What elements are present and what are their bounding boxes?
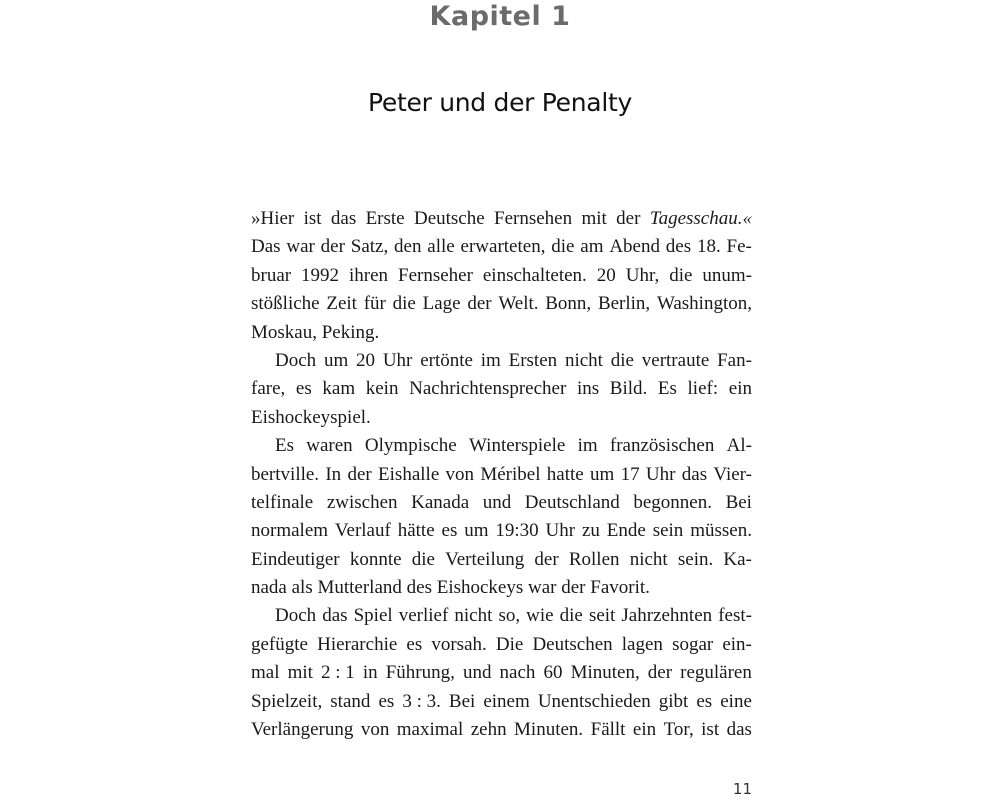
word: Minuten. (514, 719, 584, 741)
word: Welt. (498, 293, 539, 315)
word: Al- (726, 435, 752, 457)
word: vertraute (641, 349, 710, 371)
word: Uhr (545, 520, 576, 542)
word: Die (495, 633, 524, 655)
word: nicht (564, 349, 603, 371)
word: um (323, 349, 349, 371)
word: ins (576, 378, 600, 400)
word: nicht (454, 605, 493, 627)
word: das (726, 719, 752, 741)
word: ihren (349, 264, 389, 286)
word: den (394, 236, 422, 258)
word: der (467, 293, 492, 315)
word: stand (330, 690, 371, 712)
word: Doch (275, 349, 317, 371)
word: französischen (609, 435, 715, 457)
word: Bei (448, 690, 476, 712)
word: ein (632, 719, 657, 741)
word: die (669, 264, 693, 286)
word: wie (526, 605, 554, 627)
text-line (251, 517, 752, 545)
word: einem (483, 690, 530, 712)
text-line (251, 716, 752, 744)
word: 19:30 (495, 520, 539, 542)
word: Nachrichtensprecher (409, 378, 567, 400)
text-line (251, 489, 752, 517)
page-number: 11 (732, 780, 752, 798)
word: von (360, 719, 390, 741)
word: seit (588, 605, 616, 627)
word: 1992 (301, 264, 340, 286)
word: Unentschieden (537, 690, 651, 712)
word: und (462, 662, 492, 684)
word: fare, (251, 378, 286, 400)
word: Fernseher (398, 264, 473, 286)
word: die (610, 349, 634, 371)
word: Uhr (645, 463, 676, 485)
paragraph (251, 347, 752, 432)
word: in (362, 662, 378, 684)
word: von (445, 463, 475, 485)
word: sein. (677, 548, 714, 570)
word: »Hier (251, 208, 295, 229)
word: zu (581, 520, 600, 542)
word: Es (657, 378, 677, 400)
word: Washington, (656, 293, 752, 315)
word: einschalteten. (482, 264, 587, 286)
word: Fan- (717, 349, 752, 371)
word: sein (652, 520, 684, 542)
paragraph (251, 205, 752, 347)
word: 20 (356, 349, 376, 371)
word: stößliche (251, 293, 320, 315)
word: für (363, 293, 386, 315)
word: die (559, 605, 583, 627)
word: ist (303, 208, 322, 229)
word: Ende (606, 520, 646, 542)
word: mit (287, 662, 313, 684)
word: ein- (722, 633, 752, 655)
text-line (251, 233, 752, 261)
word: der (616, 208, 641, 229)
text-line (251, 461, 752, 489)
word: nada als Mutterland des Eishockeys war der Favorit. (251, 577, 650, 599)
word: es (696, 690, 713, 712)
word: hatte (546, 463, 584, 485)
text-line (251, 205, 752, 233)
word: Lage (422, 293, 461, 315)
word: kein (365, 378, 399, 400)
chapter-title: Peter und der Penalty (368, 88, 632, 117)
text-line (251, 319, 752, 347)
word: bruar (251, 264, 292, 286)
word: das (681, 463, 708, 485)
word: 18. (696, 236, 721, 258)
word: Deutsche (413, 208, 485, 229)
word: es (378, 690, 395, 712)
italic-title (650, 205, 752, 233)
word: Berlin, (597, 293, 651, 315)
word: Verteilung (445, 548, 525, 570)
word: die (411, 548, 435, 570)
word: waren (306, 435, 353, 457)
text-line (251, 432, 752, 460)
word: es (406, 633, 423, 655)
word: 3 : 3. (402, 690, 441, 712)
word: Ersten (508, 349, 558, 371)
word: am (580, 236, 604, 258)
word: hätte (397, 520, 435, 542)
word: Eishalle (378, 463, 440, 485)
word: begonnen. (633, 491, 712, 513)
word: Es (275, 435, 294, 457)
text-line (251, 347, 752, 375)
word: Spiel (353, 605, 393, 627)
word: fest- (718, 605, 752, 627)
word: nicht (629, 548, 668, 570)
word: Fällt (590, 719, 626, 741)
word: sogar (672, 633, 714, 655)
word: Erste (365, 208, 405, 229)
word: maximal (396, 719, 464, 741)
text-line (251, 262, 752, 290)
word: der (534, 548, 559, 570)
word: um (464, 520, 489, 542)
word: mit (581, 208, 607, 229)
word: war (286, 236, 315, 258)
text-line (251, 404, 752, 432)
word: Deutschen (532, 633, 613, 655)
word: Bonn, (545, 293, 592, 315)
chapter-label: Kapitel 1 (429, 1, 571, 32)
word: 60 (543, 662, 563, 684)
paragraph (251, 602, 752, 744)
word: Doch (275, 605, 317, 627)
word: gibt (658, 690, 689, 712)
word: das (322, 605, 348, 627)
word: zwischen (326, 491, 398, 513)
word: Eishockeyspiel. (251, 406, 371, 428)
word: ein (728, 378, 752, 400)
text-line (251, 631, 752, 659)
word: der (347, 463, 372, 485)
word: es (295, 378, 312, 400)
word: der (647, 662, 673, 684)
text-line (251, 546, 752, 574)
word: Ka- (723, 548, 752, 570)
word: Deutschland (524, 491, 620, 513)
word: regulären (680, 662, 752, 684)
word: bertville. (251, 463, 320, 485)
italic-word: Tagesschau.« (649, 208, 752, 229)
word: eine (720, 690, 752, 712)
word: Olympische (364, 435, 457, 457)
word: um (590, 463, 615, 485)
word: Zeit (326, 293, 357, 315)
text-line (251, 290, 752, 318)
word: zehn (470, 719, 507, 741)
word: vorsah. (431, 633, 487, 655)
word: Fe- (726, 236, 752, 258)
word: Vier- (713, 463, 752, 485)
word: konnte (349, 548, 402, 570)
word: Jahrzehnten (621, 605, 713, 627)
word: der (320, 236, 345, 258)
word: das (330, 208, 357, 229)
word: ist (701, 719, 720, 741)
word: müssen. (690, 520, 752, 542)
word: kam (322, 378, 356, 400)
word: Moskau, Peking. (251, 321, 380, 343)
word: Abend (609, 236, 660, 258)
text-line (251, 602, 752, 630)
word: Fernsehen (494, 208, 573, 229)
word: Tor, (663, 719, 694, 741)
word: des (665, 236, 692, 258)
word: erwarteten, (460, 236, 546, 258)
word: Führung, (385, 662, 455, 684)
word: Satz, (350, 236, 389, 258)
text-line (251, 659, 752, 687)
word: Minuten, (570, 662, 640, 684)
word: verlief (398, 605, 449, 627)
word: 2 : 1 (321, 662, 355, 684)
word: Kanada (411, 491, 470, 513)
word: 20 (596, 264, 616, 286)
word: Eindeutiger (251, 548, 340, 570)
word: die (392, 293, 416, 315)
text-line (251, 688, 752, 716)
word: Winterspiele (469, 435, 566, 457)
word: die (551, 236, 575, 258)
word: telfinale (251, 491, 314, 513)
word: mal (251, 662, 280, 684)
word: lief: (687, 378, 719, 400)
word: so, (498, 605, 521, 627)
word: alle (427, 236, 455, 258)
text-line (251, 375, 752, 403)
word: und (482, 491, 512, 513)
word: Méribel (480, 463, 541, 485)
word: Verlängerung (251, 719, 354, 741)
word: Hierarchie (317, 633, 398, 655)
word: Bild. (609, 378, 648, 400)
word: Uhr (382, 349, 413, 371)
paragraph (251, 432, 752, 602)
word: Uhr, (625, 264, 660, 286)
word: Bei (725, 491, 752, 513)
word: lagen (621, 633, 663, 655)
word: Spielzeit, (251, 690, 323, 712)
word: Verlauf (334, 520, 391, 542)
word: 17 (620, 463, 640, 485)
text-line (251, 574, 752, 602)
word: Das (251, 236, 281, 258)
word: unum- (702, 264, 752, 286)
word: es (441, 520, 458, 542)
word: normalem (251, 520, 329, 542)
body-text (251, 205, 752, 744)
word: im (480, 349, 501, 371)
word: In (325, 463, 342, 485)
word: ertönte (420, 349, 473, 371)
word: gefügte (251, 633, 308, 655)
word: Rollen (568, 548, 620, 570)
word: nach (499, 662, 536, 684)
word: im (577, 435, 598, 457)
